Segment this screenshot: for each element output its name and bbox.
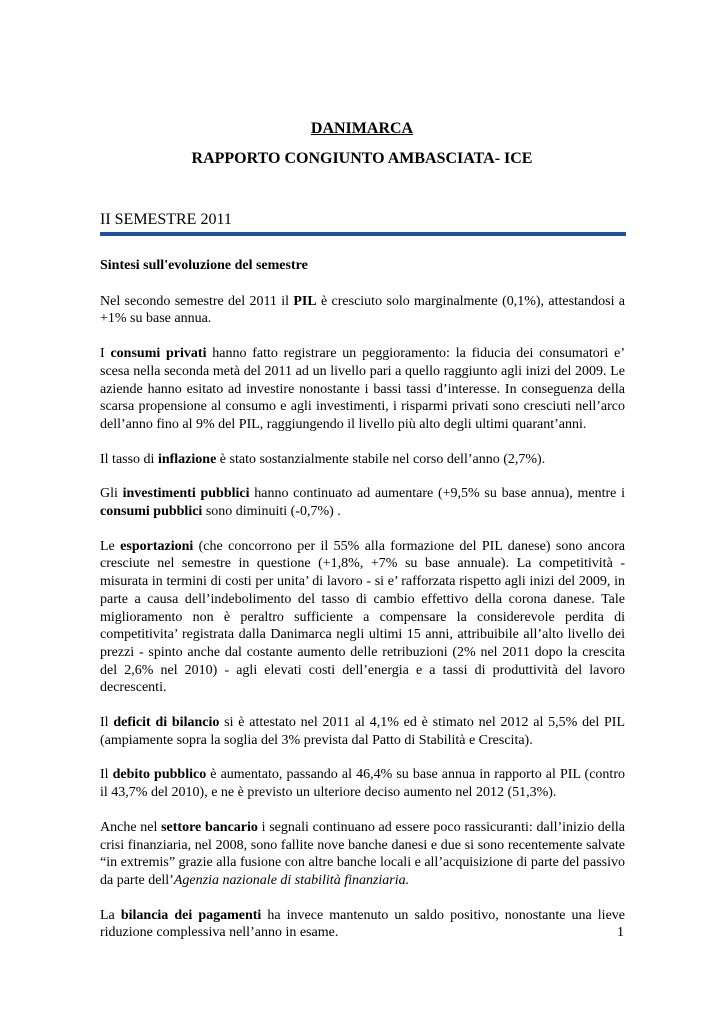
paragraph-settore-bancario xyxy=(100,819,625,890)
keyword: esportazioni xyxy=(120,538,194,554)
paragraph-esportazioni xyxy=(100,538,625,697)
text: hanno fatto registrare un peggioramento: la fiducia dei consumatori e’ scesa nella seconda metà del 2011 ad un livello pari a quello raggiunto agli inizi del 2009. Le aziende hanno esitato ad investire nonostante i bassi tassi d’interesse. In conseguenza della scarsa propensione al consumo e agli investimenti, i risparmi privati sono cresciuti nell’arco dell’anno fino al 9% del PIL, raggiungendo il livello più alto degli ultimi quarant’anni. xyxy=(100,346,626,432)
heading-divider xyxy=(100,232,626,236)
keyword: consumi pubblici xyxy=(100,504,203,520)
text: è aumentato, passando al 46,4% su base annua in rapporto al PIL (contro il 43,7% del 2010), e ne è previsto un ulteriore deciso aumento nel 2012 (51,3%). xyxy=(100,767,625,801)
document-body xyxy=(100,257,625,959)
keyword: PIL xyxy=(293,293,317,309)
text: è cresciuto solo marginalmente (0,1%), attestandosi a +1% su base annua. xyxy=(100,293,626,327)
text: Il tasso di xyxy=(100,451,158,467)
text: Il xyxy=(100,715,114,731)
semester-heading: II SEMESTRE 2011 xyxy=(100,211,232,228)
text: sono diminuiti (-0,7%) . xyxy=(202,504,341,520)
text: Le xyxy=(100,538,121,554)
keyword: inflazione xyxy=(157,451,217,467)
text: Nel secondo semestre del 2011 il xyxy=(100,293,294,309)
page-number: 1 xyxy=(617,925,624,940)
text: ha invece mantenuto un saldo positivo, nonostante una lieve riduzione complessiva nell’anno in esame. xyxy=(100,907,626,941)
text: (che concorrono per il 55% alla formazione del PIL danese) sono ancora cresciute nel semestre in questione (+1,8%, +7% su base annuale). La competitività - misurata in termini di costi per unita’ di lavoro - si e’ rafforzata rispetto agli inizi del 2009, in parte a causa dell’indebolimento del tasso di cambio effettivo della corona danese. Tale miglioramento non è peraltro sufficiente a compensare la considerevole perdita di competitivita’ registrata dalla Danimarca negli ultimi 15 anni, attribuibile all’alto livello dei prezzi - spinto anche dal costante aumento delle retribuzioni (2% nel 2011 dopo la crescita del 2,6% nel 2010) - agli elevati costi dell’energia e a tassi di produttività del lavoro decrescenti. xyxy=(100,538,626,696)
keyword: investimenti pubblici xyxy=(122,486,250,502)
paragraph-inflazione xyxy=(100,451,625,469)
text: I xyxy=(100,346,111,362)
paragraph-consumi-privati xyxy=(100,345,625,434)
paragraph-pil xyxy=(100,293,625,328)
text: hanno continuato ad aumentare (+9,5% su base annua), mentre i xyxy=(249,486,626,502)
document-subtitle: RAPPORTO CONGIUNTO AMBASCIATA- ICE xyxy=(191,150,533,167)
emphasis: Agenzia nazionale di stabilità finanziaria. xyxy=(173,872,410,888)
section-heading: Sintesi sull'evoluzione del semestre xyxy=(100,258,308,273)
keyword: debito pubblico xyxy=(112,767,207,783)
paragraph-deficit xyxy=(100,714,625,749)
text: Il xyxy=(100,767,113,783)
document-title: DANIMARCA xyxy=(310,120,414,137)
text: i segnali continuano ad essere poco rassicuranti: dall’inizio della crisi finanziaria, nel 2008, sono fallite nove banche danesi e due si sono recentemente salvate “in extremis” grazie alla fusione con altre banche locali e all’acquisizione di parte del passivo da parte dell’ xyxy=(100,819,625,888)
text: Gli xyxy=(100,486,123,502)
text: Anche nel xyxy=(100,819,162,835)
text: è stato sostanzialmente stabile nel corso dell’anno (2,7%). xyxy=(216,451,546,467)
keyword: bilancia dei pagamenti xyxy=(120,907,262,923)
keyword: settore bancario xyxy=(161,819,258,835)
paragraph-debito xyxy=(100,766,625,801)
paragraph-bilancia-pagamenti xyxy=(100,907,625,942)
text: si è attestato nel 2011 al 4,1% ed è stimato nel 2012 al 5,5% del PIL (ampiamente sopra la soglia del 3% prevista dal Patto di Stabilità e Crescita). xyxy=(100,715,626,748)
keyword: deficit di bilancio xyxy=(113,715,220,731)
paragraph-investimenti xyxy=(100,485,625,520)
keyword: consumi privati xyxy=(110,346,207,362)
text: La xyxy=(100,907,121,923)
